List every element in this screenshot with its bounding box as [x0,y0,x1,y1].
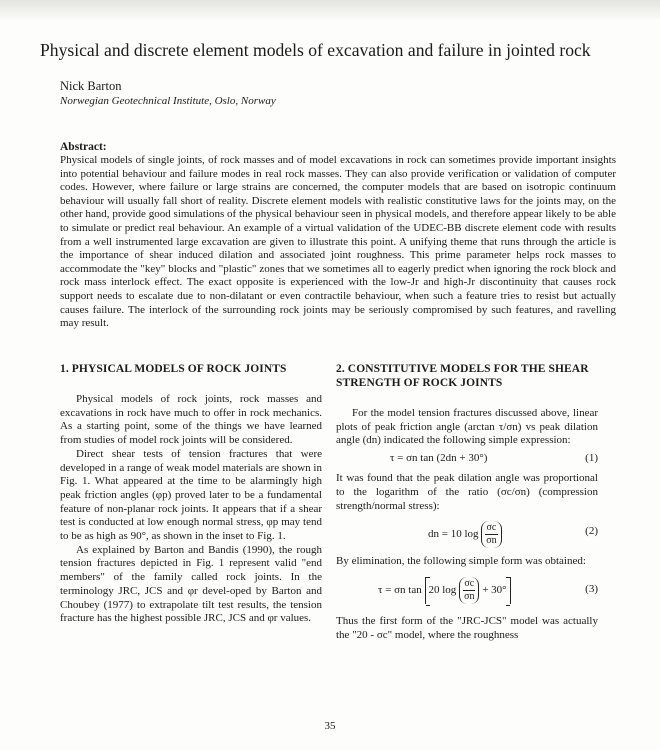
equation-3-right: + 30° [482,583,507,596]
section-2-paragraph-2: It was found that the peak dilation angle was proportional to the logarithm of the ratio (σc/σn) (compression strength/normal stress): [336,472,598,512]
equation-2-fraction [485,522,497,547]
equation-2-numerator: σc [486,522,497,534]
equation-3-numerator: σc [464,577,475,589]
author-name: Nick Barton [60,79,122,93]
equation-3-bracket [425,577,511,604]
section-2-paragraph-4: Thus the first form of the "JRC-JCS" model was actually the "20 - σc" model, where the roughness [336,614,598,641]
equation-2-number: (2) [585,525,598,538]
abstract-block [60,140,616,331]
section-2-paragraph-1: For the model tension fractures discussed above, linear plots of peak friction angle (arctan τ/σn) vs peak dilation angle (dn) indicated the following simple expression: [336,407,598,447]
equation-3-body [378,577,511,604]
paper-title: Physical and discrete element models of excavation and failure in jointed rock [40,40,591,60]
section-1-paragraph-2: Direct shear tests of tension fractures that were developed in a range of weak model materials are shown in Fig. 1. What appeared at the time to be alarmingly high peak friction angles (φp) proved later to be a fundamental feature of non-planar rock joints. It appears that if a shear test is conducted at low enough normal stress, φp may tend to be as high as 90°, as shown in the inset to Fig. 1. [60,447,322,543]
equation-2-paren [481,521,501,548]
equation-3 [336,571,598,611]
right-column [336,362,598,642]
left-column [60,362,322,626]
section-2-heading: 2. CONSTITUTIVE MODELS FOR THE SHEAR STRENGTH OF ROCK JOINTS [336,363,589,389]
equation-2-denominator: σn [486,535,497,547]
equation-3-paren [459,577,479,604]
section-1-paragraph-3: As explained by Barton and Bandis (1990), the rough tension fractures depicted in Fig. 1 represent valid "end members" of the family called rock joints. In the terminology JRC, JCS and φr devel-oped by Barton and Choubey (1977) to extrapolate tilt test results, the tension fracture has the highest possible JRC, JCS and φr values. [60,543,322,625]
section-2-paragraph-3: By elimination, the following simple form was obtained: [336,555,586,568]
abstract-text: Physical models of single joints, of rock masses and of model excavations in rock can sometimes provide important insights into potential behaviour and failure modes in real rock masses. They can also provide verification or validation of computer codes. However, where failure or large strains are concerned, the computer models that are based on isotropic continuum behaviour will usually fall short of reality. Discrete element models with realistic constitutive laws for the joints may, on the other hand, provide good simulations of the physical behaviour seen in physical models, and therefore appear likely to be able to simulate or predict real behaviour. An example of a virtual validation of the UDEC-BB discrete element code with results from a well instrumented large excavation are given to illustrate this point. A unifying theme that runs through the article is the importance of shear induced dilation and associated joint roughness. This prime parameter helps rock masses to accommodate the "key" blocks and "plastic" zones that we sometimes all to eagerly predict when ignoring the rock block and rock mass interlock effect. The exact opposite is experienced with the low-Jr and high-Jr discontinuity that causes rock support needs to escalate due to non-dilatant or even contractile behaviour, when such a feature tries to resist but actually causes failure. The interlock of the surrounding rock joints may be seriously compromised by such features, and ravelling may result. [60,154,616,330]
equation-3-number: (3) [585,582,598,595]
equation-1-number: (1) [585,452,598,465]
equation-1-body: τ = σn tan (2dn + 30°) [390,452,488,465]
abstract-heading: Abstract: [60,141,107,153]
equation-3-fraction [463,578,475,603]
equation-2-body [428,521,502,548]
equation-2-left: dn = 10 log [428,528,479,541]
author-affiliation: Norwegian Geotechnical Institute, Oslo, Norway [60,95,276,107]
section-1-paragraph-1: Physical models of rock joints, rock masses and excavations in rock have much to offer in rock mechanics. As a starting point, some of the things we have learned from studies of model rock joints will be considered. [60,393,322,447]
equation-3-denominator: σn [464,590,475,602]
page-number: 35 [324,720,336,732]
equation-3-left: τ = σn tan [378,583,422,596]
section-1-heading: 1. PHYSICAL MODELS OF ROCK JOINTS [60,363,287,375]
scan-edge-shadow [0,0,660,22]
equation-2 [336,515,598,551]
equation-3-mid: 20 log [428,583,457,596]
equation-1 [336,450,598,468]
